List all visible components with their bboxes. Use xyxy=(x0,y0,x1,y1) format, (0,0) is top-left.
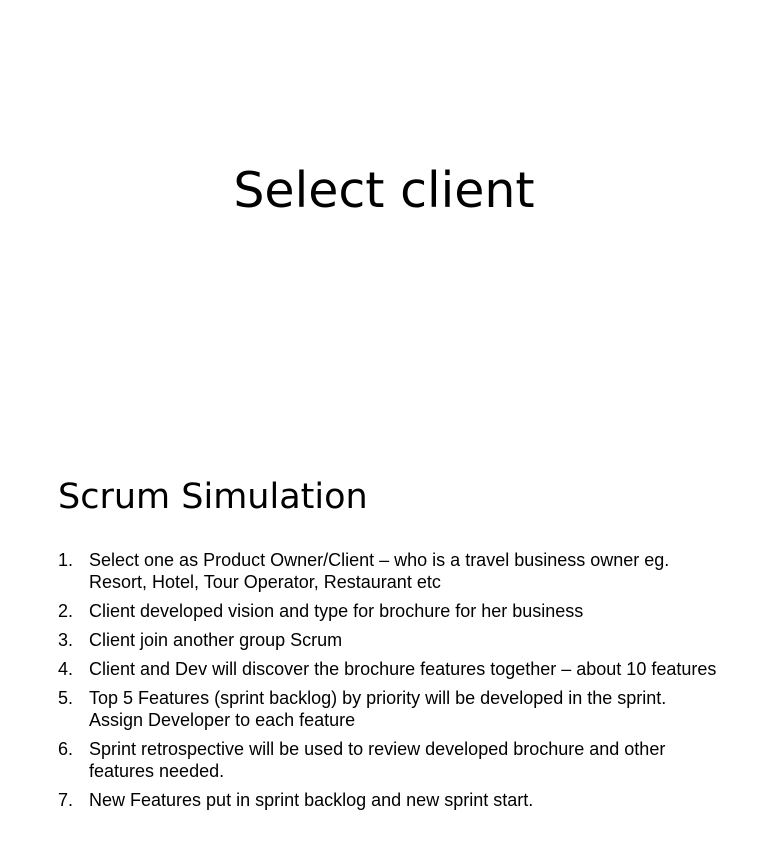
list-item xyxy=(58,789,718,811)
list-item-number: 3. xyxy=(58,630,74,650)
list-item-text: Select one as Product Owner/Client – who is a travel business owner eg. Resort, Hotel, Tour Operator, Restaurant etc xyxy=(89,550,670,592)
list-item-text: Top 5 Features (sprint backlog) by priority will be developed in the sprint. Assign Developer to each feature xyxy=(89,688,667,730)
list-item-text: Client join another group Scrum xyxy=(89,630,343,650)
list-item-number: 5. xyxy=(58,688,74,708)
list-item-text: Client developed vision and type for brochure for her business xyxy=(89,601,584,621)
list-item-number: 4. xyxy=(58,659,74,679)
list-item xyxy=(58,658,718,680)
list-item xyxy=(58,600,718,622)
list-item-number: 7. xyxy=(58,790,74,810)
list-item xyxy=(58,549,718,593)
list-item-number: 1. xyxy=(58,550,74,570)
list-item-number: 6. xyxy=(58,739,74,759)
steps-list xyxy=(58,549,718,818)
slide-title: Select client xyxy=(233,162,535,219)
list-item-text: New Features put in sprint backlog and new sprint start. xyxy=(89,790,534,810)
list-item xyxy=(58,629,718,651)
list-item-text: Sprint retrospective will be used to review developed brochure and other features needed. xyxy=(89,739,666,781)
list-item xyxy=(58,738,718,782)
section-heading: Scrum Simulation xyxy=(58,477,368,517)
list-item xyxy=(58,687,718,731)
list-item-number: 2. xyxy=(58,601,74,621)
list-item-text: Client and Dev will discover the brochure features together – about 10 features xyxy=(89,659,717,679)
